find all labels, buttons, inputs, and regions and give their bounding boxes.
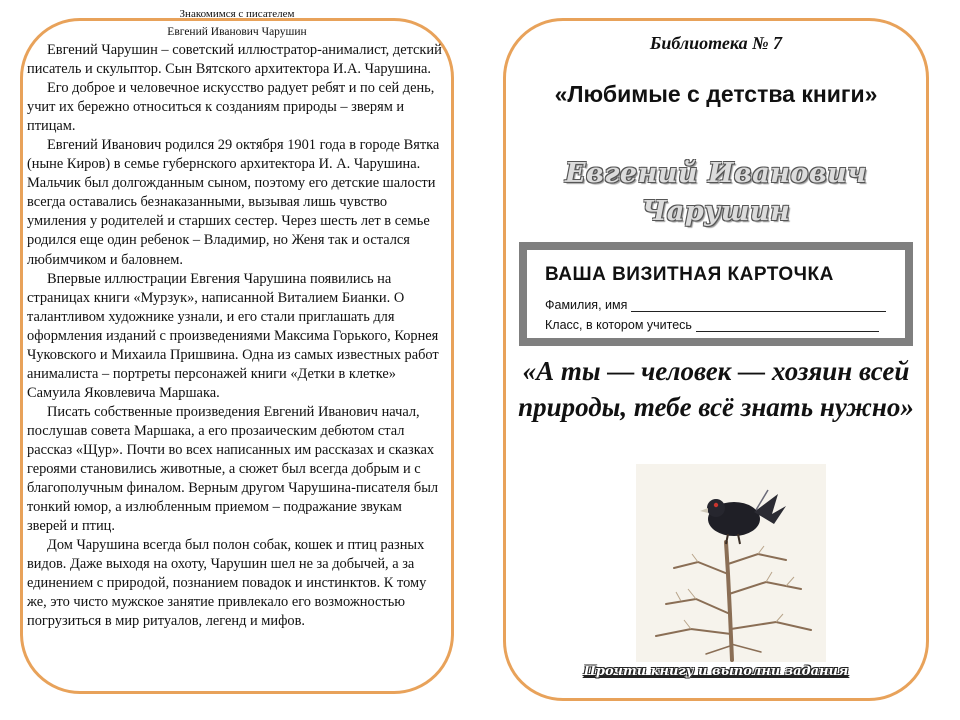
grade-label: Класс, в котором учитесь bbox=[545, 318, 692, 332]
bio-paragraph: Впервые иллюстрации Евгения Чарушина появились на страницах книги «Мурзук», написанной Виталием Бианки. О талантливом художнике узнали, и его стали приглашать для оформления изданий с произведениями Максима Горького, Корнея Чуковского и Михаила Пришвина. Одна из самых известных работ анималиста – портреты персонажей книги «Детки в клетке» Самуила Яковлевича Маршака. bbox=[27, 270, 439, 401]
grade-line bbox=[545, 318, 879, 332]
bio-paragraph: Писать собственные произведения Евгений Иванович начал, послушав совета Маршака, а его прозаическим дебютом стал рассказ «Щур». Почти во всех написанных им рассказах и сказках героями становились животные, а сюжет был всегда добрым и с благополучным финалом. Верным другом Чарушина-писателя был тонкий юмор, а излюбленным приемом – подражание звукам зверей и птиц. bbox=[27, 403, 439, 535]
quote: «А ты — человек — хозяин всей природы, тебе всё знать нужно» bbox=[518, 356, 914, 422]
biography-text bbox=[27, 41, 445, 631]
author-name: Евгений Иванович Чарушин bbox=[564, 158, 868, 227]
library-name: Библиотека № 7 bbox=[649, 33, 783, 53]
bio-paragraph: Дом Чарушина всегда был полон собак, кошек и птиц разных видов. Даже выходя на охоту, Чарушин шел не за добычей, а за единением с природой, познанием повадок и инстинктов. К тому же, это чисто мужское занятие привлекало его возможностью погрузиться в мир ритуалов, легенд и мифов. bbox=[27, 537, 427, 630]
surname-name-field[interactable] bbox=[631, 299, 886, 312]
grade-field[interactable] bbox=[696, 319, 879, 332]
author-subheading: Евгений Иванович Чарушин bbox=[167, 26, 307, 38]
section-heading: Знакомимся с писателем bbox=[179, 8, 295, 20]
series-title: «Любимые с детства книги» bbox=[554, 81, 878, 107]
bio-paragraph: Его доброе и человечное искусство радует ребят и по сей день, учит их бережно относиться к созданиям природы – зверям и птицам. bbox=[27, 80, 435, 135]
card-title: ВАША ВИЗИТНАЯ КАРТОЧКА bbox=[545, 264, 834, 285]
surname-name-label: Фамилия, имя bbox=[545, 298, 628, 312]
business-card-form bbox=[519, 242, 913, 346]
surname-name-line bbox=[545, 298, 886, 312]
bio-paragraph: Евгений Чарушин – советский иллюстратор-анималист, детский писатель и скульптор. Сын Вятского архитектора И.А. Чарушина. bbox=[27, 42, 442, 78]
bird-illustration bbox=[636, 464, 826, 662]
bio-paragraph: Евгений Иванович родился 29 октября 1901 года в городе Вятка (ныне Киров) в семье губернского архитектора И. А. Чарушина. Мальчик был долгожданным сыном, поэтому его детские шалости всегда оставались безнаказанными, вызывая лишь чувство умиления у родителей и старших сестер. Через шесть лет в семье родился еще один ребенок – Владимир, но Женя так и остался любимчиком и баловнем. bbox=[27, 137, 440, 268]
footer-call-to-action: Прочти книгу и выполни задания bbox=[583, 664, 849, 679]
